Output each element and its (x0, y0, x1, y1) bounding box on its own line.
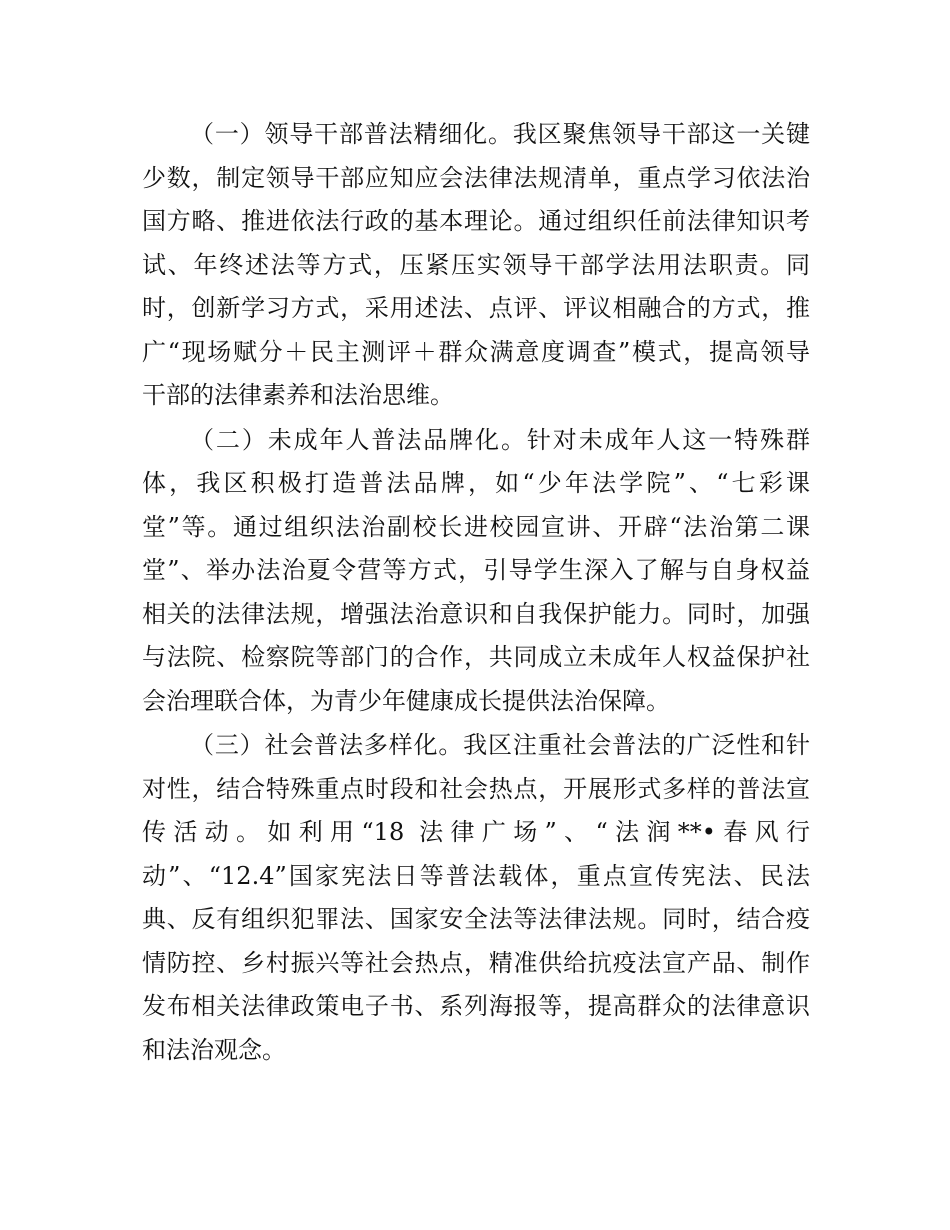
text-line: （一）领导干部普法精细化。我区聚焦领导干部这一关键 (190, 120, 810, 148)
text-line: 与法院、检察院等部门的合作，共同成立未成年人权益保护社 (142, 643, 810, 671)
text-line: 广“现场赋分＋民主测评＋群众满意度调查”模式，提高领导 (142, 337, 810, 366)
text-line: 国方略、推进依法行政的基本理论。通过组织任前法律知识考 (142, 207, 810, 235)
text-line: 对性，结合特殊重点时段和社会热点，开展形式多样的普法宣 (142, 774, 810, 803)
text-line: 和法治观念。 (142, 1035, 286, 1064)
text-line: 试、年终述法等方式，压紧压实领导干部学法用法职责。同 (142, 250, 810, 279)
text-line: 干部的法律素养和法治思维。 (142, 381, 454, 409)
paragraph-society (142, 724, 810, 1072)
text-line: 堂”等。通过组织法治副校长进校园宣讲、开辟“法治第二课 (142, 512, 810, 541)
paragraph-minors (142, 419, 810, 724)
paragraph-leading-cadres (142, 113, 810, 418)
text-line: 情防控、乡村振兴等社会热点，精准供给抗疫法宣产品、制作 (142, 948, 810, 977)
text-line: 时，创新学习方式，采用述法、点评、评议相融合的方式，推 (142, 294, 810, 322)
text-line: 动”、“12.4”国家宪法日等普法载体，重点宣传宪法、民法 (142, 861, 810, 890)
text-line: 传活动。如利用“18 法律广场”、“法润**•春风行 (142, 818, 810, 846)
text-line: 典、反有组织犯罪法、国家安全法等法律法规。同时，结合疫 (142, 905, 810, 933)
text-line: 少数，制定领导干部应知应会法律法规清单，重点学习依法治 (142, 163, 810, 192)
text-line: 堂”、举办法治夏令营等方式，引导学生深入了解与自身权益 (142, 556, 810, 584)
document-body (142, 113, 810, 1073)
text-line: （二）未成年人普法品牌化。针对未成年人这一特殊群 (190, 425, 810, 454)
text-line: 会治理联合体，为青少年健康成长提供法治保障。 (142, 686, 670, 715)
text-line: （三）社会普法多样化。我区注重社会普法的广泛性和针 (190, 731, 810, 759)
text-line: 相关的法律法规，增强法治意识和自我保护能力。同时，加强 (142, 599, 810, 628)
text-line: 体，我区积极打造普法品牌，如“少年法学院”、“七彩课 (142, 469, 810, 497)
text-line: 发布相关法律政策电子书、系列海报等，提高群众的法律意识 (142, 992, 810, 1020)
